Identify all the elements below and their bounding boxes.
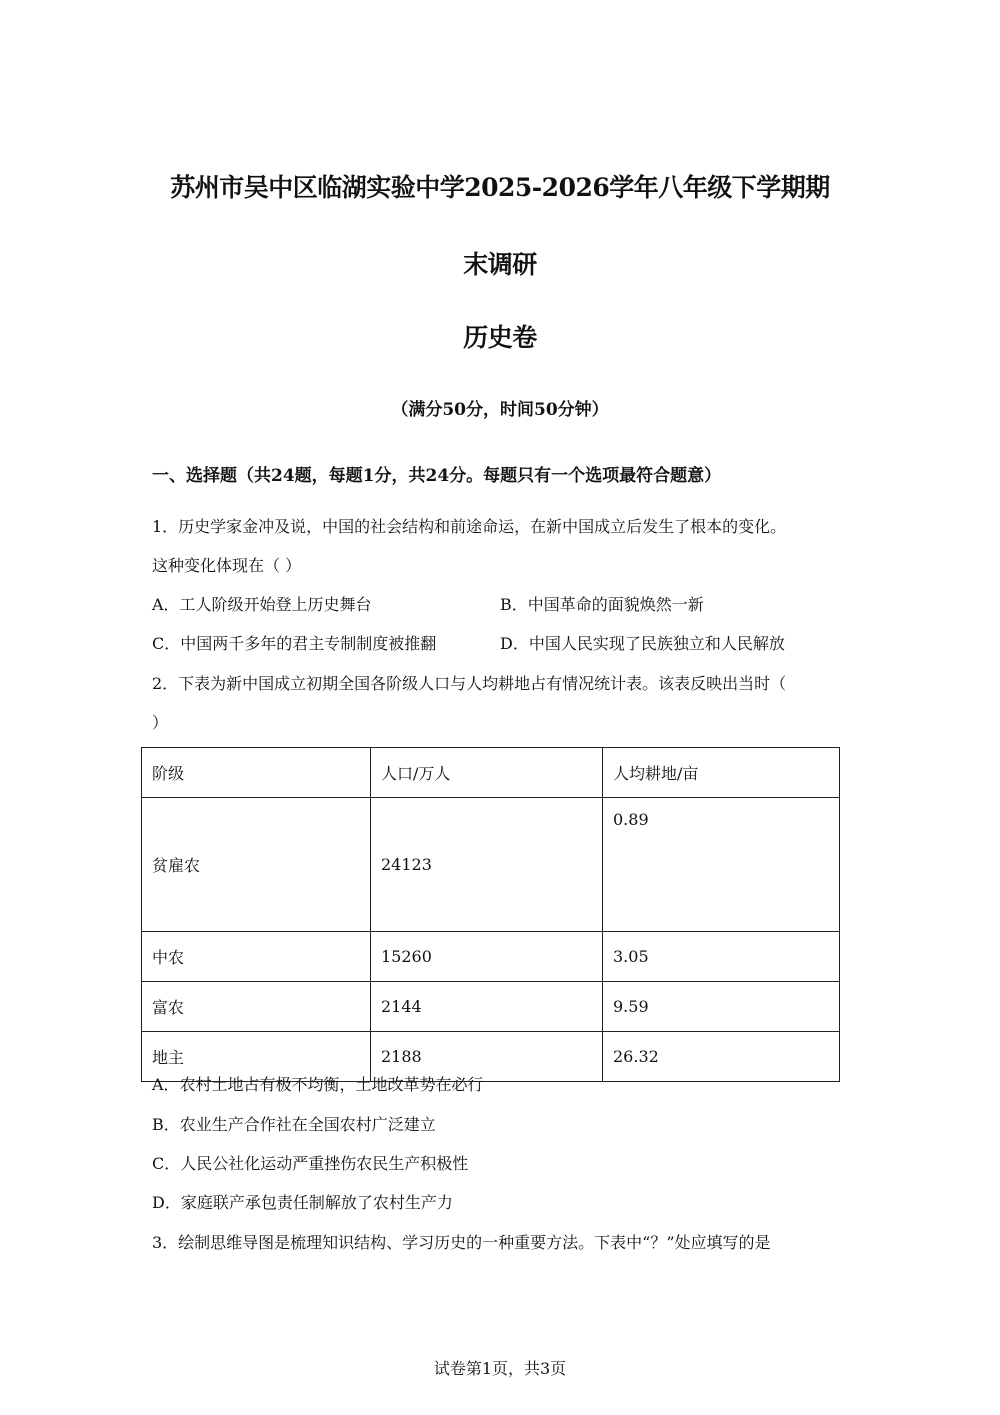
- table-cell: 2144: [371, 982, 603, 1032]
- question-1-stem-continued: 这种变化体现在（ ）: [152, 556, 302, 575]
- exam-title: 苏州市吴中区临湖实验中学2025-2026学年八年级下学期期: [170, 173, 830, 202]
- question-1-option-d: D．中国人民实现了民族独立和人民解放: [500, 634, 785, 653]
- question-2-option-b: B．农业生产合作社在全国农村广泛建立: [152, 1115, 436, 1134]
- table-header-cell: 阶级: [142, 748, 371, 798]
- question-2-option-a: A．农村土地占有极不均衡，土地改革势在必行: [152, 1075, 484, 1094]
- question-3-stem: 3．绘制思维导图是梳理知识结构、学习历史的一种重要方法。下表中“？”处应填写的是: [152, 1233, 771, 1252]
- table-header-row: [142, 748, 840, 798]
- table-cell: 2188: [371, 1032, 603, 1082]
- question-2-stem: 2．下表为新中国成立初期全国各阶级人口与人均耕地占有情况统计表。该表反映出当时（: [152, 674, 787, 693]
- table-cell: 0.89: [603, 798, 840, 932]
- question-2-option-d: D．家庭联产承包责任制解放了农村生产力: [152, 1193, 453, 1212]
- table-cell: 贫雇农: [142, 798, 371, 932]
- question-2-stem-continued: ）: [152, 713, 169, 732]
- table-cell: 富农: [142, 982, 371, 1032]
- section-heading: 一、选择题（共24题，每题1分，共24分。每题只有一个选项最符合题意）: [152, 466, 722, 486]
- question-1-option-b: B．中国革命的面貌焕然一新: [500, 595, 704, 614]
- table-cell: 9.59: [603, 982, 840, 1032]
- question-2-option-c: C．人民公社化运动严重挫伤农民生产积极性: [152, 1154, 469, 1173]
- question-1-option-c: C．中国两千多年的君主专制制度被推翻: [152, 634, 437, 653]
- exam-title-continued: 末调研: [463, 250, 537, 279]
- page-footer: 试卷第1页，共3页: [433, 1359, 567, 1378]
- class-land-table: [141, 747, 840, 1082]
- table-row: [142, 932, 840, 982]
- table-cell: 15260: [371, 932, 603, 982]
- table-header-cell: 人均耕地/亩: [603, 748, 840, 798]
- table-cell: 中农: [142, 932, 371, 982]
- question-1-stem: 1．历史学家金冲及说，中国的社会结构和前途命运，在新中国成立后发生了根本的变化。: [152, 517, 787, 536]
- table-header-cell: 人口/万人: [371, 748, 603, 798]
- subject-title: 历史卷: [463, 323, 537, 352]
- question-1-option-a: A．工人阶级开始登上历史舞台: [152, 595, 372, 614]
- score-info: （满分50分，时间50分钟）: [391, 400, 609, 420]
- table-cell: 24123: [371, 798, 603, 932]
- table-row: [142, 798, 840, 932]
- table-cell: 26.32: [603, 1032, 840, 1082]
- table-cell: 3.05: [603, 932, 840, 982]
- table-cell: 地主: [142, 1032, 371, 1082]
- table-row: [142, 982, 840, 1032]
